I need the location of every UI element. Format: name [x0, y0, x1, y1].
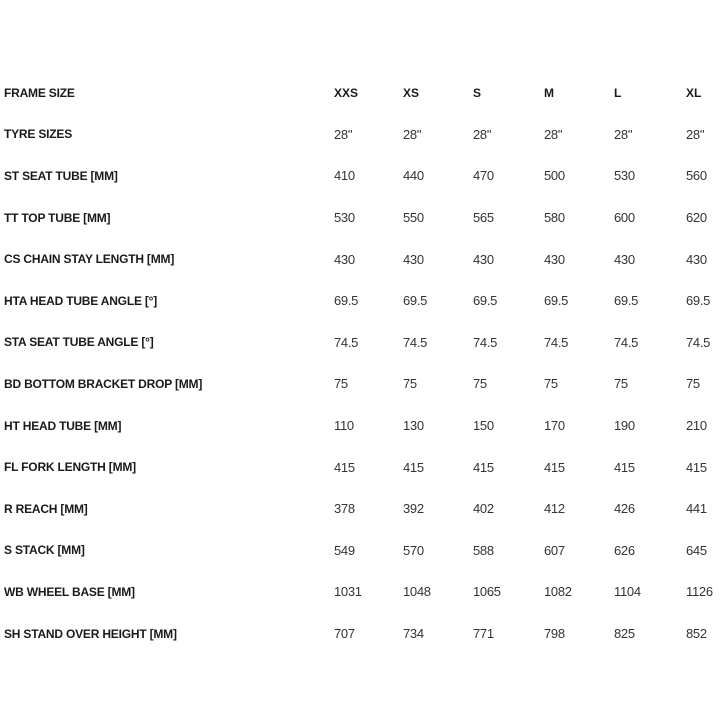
table-cell: 798: [544, 626, 565, 642]
table-cell: 415: [686, 459, 707, 475]
size-header-xxs: XXS: [334, 85, 359, 100]
table-cell: 500: [544, 168, 565, 184]
table-row: [0, 238, 720, 280]
table-row: [0, 197, 720, 239]
table-cell: 75: [614, 376, 628, 392]
table-cell: 588: [473, 542, 494, 558]
row-label: HTA HEAD TUBE ANGLE [°]: [4, 293, 158, 308]
table-cell: 415: [334, 459, 355, 475]
table-cell: 530: [334, 210, 355, 226]
row-label: CS CHAIN STAY LENGTH [MM]: [4, 252, 175, 267]
table-row: [0, 488, 720, 530]
table-cell: 412: [544, 501, 565, 517]
table-row: [0, 613, 720, 655]
table-row: [0, 530, 720, 572]
table-cell: 28": [403, 126, 422, 142]
table-cell: 1031: [334, 584, 362, 600]
table-cell: 771: [473, 626, 494, 642]
table-cell: 825: [614, 626, 635, 642]
table-row: [0, 571, 720, 613]
size-header-xl: XL: [686, 85, 702, 100]
table-cell: 1126: [686, 584, 713, 600]
row-label: S STACK [MM]: [4, 543, 85, 558]
row-label: STA SEAT TUBE ANGLE [°]: [4, 335, 154, 350]
table-cell: 470: [473, 168, 494, 184]
geometry-table: [0, 72, 720, 654]
table-cell: 441: [686, 501, 707, 517]
table-cell: 75: [544, 376, 558, 392]
table-cell: 430: [544, 251, 565, 267]
size-header-xs: XS: [403, 85, 420, 100]
table-cell: 69.5: [614, 293, 639, 309]
table-cell: 549: [334, 542, 355, 558]
table-cell: 190: [614, 418, 635, 434]
table-cell: 74.5: [544, 334, 569, 350]
table-cell: 69.5: [403, 293, 428, 309]
table-cell: 620: [686, 210, 707, 226]
size-header-s: S: [473, 85, 482, 100]
table-cell: 28": [614, 126, 633, 142]
table-cell: 565: [473, 210, 494, 226]
table-cell: 852: [686, 626, 707, 642]
table-cell: 1104: [614, 584, 641, 600]
table-cell: 74.5: [403, 334, 428, 350]
size-header-m: M: [544, 85, 554, 100]
table-cell: 1082: [544, 584, 572, 600]
table-cell: 1065: [473, 584, 501, 600]
table-cell: 626: [614, 542, 635, 558]
table-cell: 570: [403, 542, 424, 558]
table-row: [0, 280, 720, 322]
table-cell: 415: [614, 459, 635, 475]
table-cell: 74.5: [614, 334, 639, 350]
table-cell: 410: [334, 168, 355, 184]
table-cell: 74.5: [686, 334, 711, 350]
table-row: [0, 155, 720, 197]
table-cell: 74.5: [334, 334, 359, 350]
size-header-l: L: [614, 85, 622, 100]
table-cell: 74.5: [473, 334, 498, 350]
table-cell: 69.5: [473, 293, 498, 309]
table-cell: 430: [334, 251, 355, 267]
table-cell: 550: [403, 210, 424, 226]
table-cell: 430: [403, 251, 424, 267]
table-cell: 415: [544, 459, 565, 475]
table-row: [0, 322, 720, 364]
table-cell: 75: [473, 376, 487, 392]
table-row: [0, 363, 720, 405]
table-cell: 734: [403, 626, 424, 642]
table-cell: 378: [334, 501, 355, 517]
table-cell: 426: [614, 501, 635, 517]
table-cell: 392: [403, 501, 424, 517]
table-cell: 130: [403, 418, 424, 434]
table-cell: 28": [473, 126, 492, 142]
table-cell: 210: [686, 418, 707, 434]
row-label: ST SEAT TUBE [MM]: [4, 168, 118, 183]
table-cell: 28": [334, 126, 353, 142]
table-cell: 75: [334, 376, 348, 392]
table-cell: 75: [403, 376, 417, 392]
row-label: SH STAND OVER HEIGHT [MM]: [4, 626, 177, 641]
table-cell: 430: [473, 251, 494, 267]
row-label: TT TOP TUBE [MM]: [4, 210, 111, 225]
table-cell: 440: [403, 168, 424, 184]
geometry-body: [0, 114, 720, 655]
table-row: [0, 114, 720, 156]
table-row: [0, 405, 720, 447]
table-cell: 28": [686, 126, 705, 142]
table-cell: 69.5: [686, 293, 711, 309]
table-cell: 430: [614, 251, 635, 267]
table-row: [0, 446, 720, 488]
frame-size-header: FRAME SIZE: [4, 85, 75, 100]
table-cell: 530: [614, 168, 635, 184]
table-cell: 607: [544, 542, 565, 558]
table-cell: 1048: [403, 584, 431, 600]
table-cell: 110: [334, 418, 354, 434]
row-label: BD BOTTOM BRACKET DROP [MM]: [4, 376, 203, 391]
table-cell: 415: [473, 459, 494, 475]
table-cell: 415: [403, 459, 424, 475]
table-cell: 707: [334, 626, 355, 642]
table-cell: 75: [686, 376, 700, 392]
row-label: FL FORK LENGTH [MM]: [4, 460, 136, 475]
table-cell: 600: [614, 210, 635, 226]
row-label: R REACH [MM]: [4, 501, 88, 516]
row-label: WB WHEEL BASE [MM]: [4, 584, 135, 599]
table-cell: 69.5: [544, 293, 569, 309]
row-label: HT HEAD TUBE [MM]: [4, 418, 122, 433]
row-label: TYRE SIZES: [4, 127, 73, 142]
header-row: [0, 72, 720, 114]
table-cell: 28": [544, 126, 563, 142]
table-cell: 645: [686, 542, 707, 558]
table-cell: 560: [686, 168, 707, 184]
table-cell: 150: [473, 418, 494, 434]
table-cell: 170: [544, 418, 565, 434]
table-cell: 580: [544, 210, 565, 226]
table-cell: 430: [686, 251, 707, 267]
table-cell: 69.5: [334, 293, 359, 309]
table-cell: 402: [473, 501, 494, 517]
